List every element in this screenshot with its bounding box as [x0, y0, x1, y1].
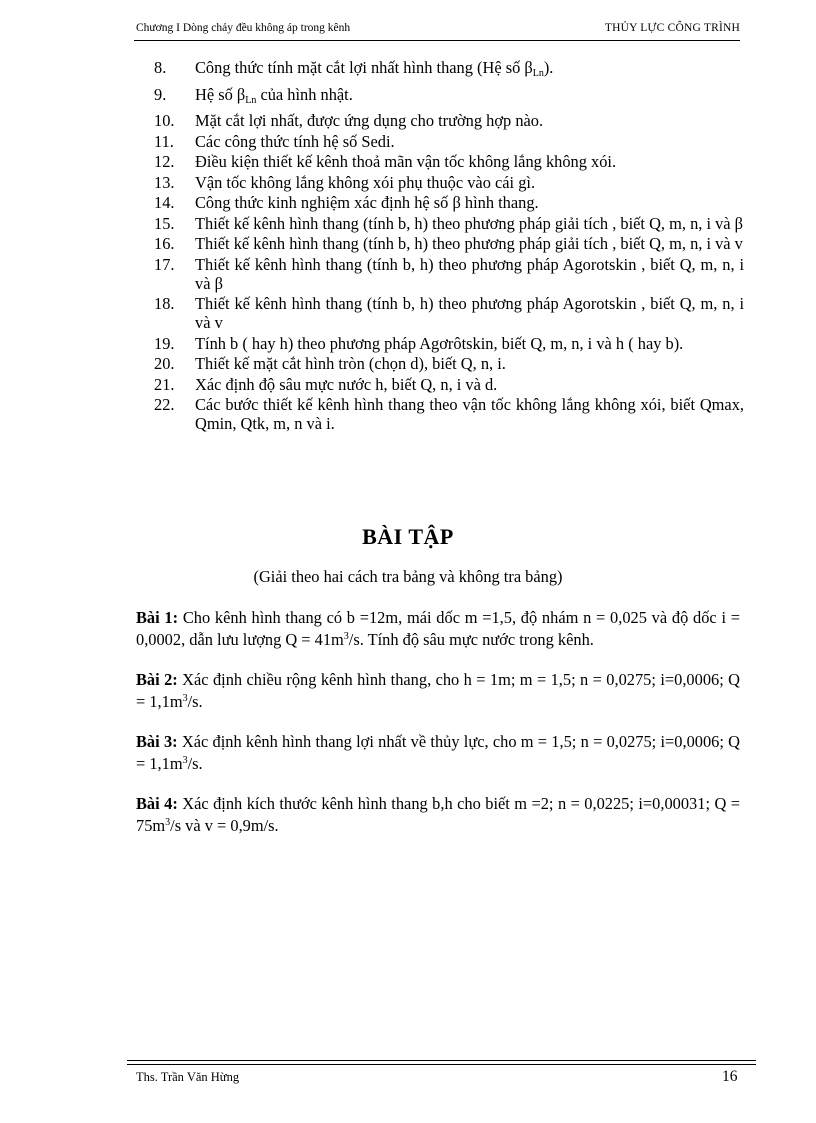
question-text: Vận tốc không lắng không xói phụ thuộc vào cái gì. [195, 172, 536, 192]
section-title: BÀI TẬP [362, 524, 454, 549]
exercise-label: Bài 3: [136, 732, 178, 751]
header-chapter-title: Chương I Dòng chảy đều không áp trong kênh [136, 22, 351, 34]
question-number: 9. [154, 84, 167, 104]
question-text: Công thức tính mặt cắt lợi nhất hình thang (Hệ số $\beta_{Ln}$). [195, 58, 554, 79]
question-text: Thiết kế mặt cắt hình tròn (chọn d), biết Q, n, i. [195, 354, 506, 373]
question-text: Công thức kinh nghiệm xác định hệ số β hình thang. [195, 193, 539, 212]
question-item [154, 111, 744, 130]
question-text: Các bước thiết kế kênh hình thang theo vận tốc không lắng không xói, biết Qmax, Qmin, Qtk, m, n và i. [195, 395, 744, 433]
exercise-label: Bài 4: [136, 794, 178, 813]
question-number: 8. [154, 58, 167, 77]
question-item [154, 58, 744, 83]
header-divider [134, 40, 740, 41]
question-number: 14. [154, 193, 175, 212]
page-header [134, 20, 740, 40]
header-book-title: THỦY LỰC CÔNG TRÌNH [604, 22, 740, 34]
question-text: Thiết kế kênh hình thang (tính b, h) theo phương pháp Agorotskin , biết Q, m, n, i và v [195, 294, 744, 332]
question-text: Mặt cắt lợi nhất, được ứng dụng cho trường hợp nào. [195, 111, 544, 130]
question-number: 21. [154, 374, 175, 394]
question-item [154, 234, 744, 253]
footer-author: Ths. Trần Văn Hừng [136, 1070, 240, 1084]
question-number: 13. [154, 172, 175, 192]
question-item [154, 152, 744, 171]
question-text: Tính b ( hay h) theo phương pháp Agơrôtskin, biết Q, m, n, i và h ( hay b). [195, 333, 684, 353]
exercise-text: Xác định chiều rộng kênh hình thang, cho h = 1m; m = 1,5; n = 0,0275; i=0,0006; Q = 1,1m [136, 670, 740, 711]
question-item [154, 375, 744, 394]
question-number: 19. [154, 333, 175, 353]
question-item [154, 132, 744, 151]
question-number: 12. [154, 152, 175, 171]
question-number: 10. [154, 111, 175, 130]
question-item [154, 173, 744, 192]
exercise-item: Bài 4: Xác định kích thước kênh hình thang b,h cho biết m =2; n = 0,0225; i=0,00031; $Q = 75m^3/s$ và v = 0,9m/s. [136, 794, 740, 835]
footer-divider [127, 1060, 756, 1061]
question-number: 22. [154, 395, 175, 414]
question-item [154, 294, 744, 332]
page-number: 16 [722, 1068, 738, 1085]
question-number: 15. [154, 213, 175, 233]
exercise-text: Xác định kích thước kênh hình thang b,h cho biết m =2; n = 0,0225; i=0,00031; Q = 75m [136, 794, 740, 835]
exercise-label: Bài 1: [136, 608, 179, 627]
exercise-item: Bài 3: Xác định kênh hình thang lợi nhất về thủy lực, cho m = 1,5; n = 0,0275; i=0,0006; $Q = 1,1m^3/s$. [136, 732, 740, 773]
question-item [154, 214, 744, 233]
exercise-text: Xác định kênh hình thang lợi nhất về thủy lực, cho m = 1,5; n = 0,0275; i=0,0006; Q = 1,1m [136, 732, 740, 773]
exercise-item: Bài 1: Cho kênh hình thang có b =12m, mái dốc m =1,5, độ nhám n = 0,025 và độ dốc i = 0,0002, dẫn lưu lượng $Q = 41m^3/s$. Tính độ sâu mực nước trong kênh. [136, 608, 740, 649]
question-number: 11. [154, 131, 174, 151]
exercise-item: Bài 2: Xác định chiều rộng kênh hình thang, cho h = 1m; m = 1,5; n = 0,0275; i=0,0006; $Q = 1,1m^3/s$. [136, 670, 740, 711]
question-list [154, 58, 744, 435]
exercise-text: Cho kênh hình thang có b =12m, mái dốc m =1,5, độ nhám n = 0,025 và độ dốc i = 0,0002, dẫn lưu lượng Q = 41m [136, 608, 740, 649]
question-text: Các công thức tính hệ số Sedi. [195, 131, 395, 151]
section-subtitle: (Giải theo hai cách tra bảng và không tra bảng) [253, 567, 563, 586]
exercise-label: Bài 2: [136, 670, 178, 689]
question-item [154, 85, 744, 110]
footer-divider-thin [127, 1064, 756, 1065]
question-text: Thiết kế kênh hình thang (tính b, h) theo phương pháp Agorotskin , biết Q, m, n, i và β [195, 254, 744, 293]
question-number: 16. [154, 234, 175, 253]
question-number: 18. [154, 294, 175, 313]
question-item [154, 334, 744, 353]
question-text: Thiết kế kênh hình thang (tính b, h) theo phương pháp giải tích , biết Q, m, n, i và v [195, 234, 743, 253]
question-text: Điều kiện thiết kế kênh thoả mãn vận tốc không lắng không xói. [195, 152, 617, 171]
question-text: Thiết kế kênh hình thang (tính b, h) theo phương pháp giải tích , biết Q, m, n, i và β [195, 213, 744, 233]
question-item [154, 395, 744, 433]
question-number: 17. [154, 254, 175, 274]
question-text: Hệ số $\beta_{Ln}$ của hình nhật. [195, 84, 353, 106]
question-number: 20. [154, 354, 175, 373]
question-item [154, 193, 744, 212]
question-item [154, 354, 744, 373]
question-text: Xác định độ sâu mực nước h, biết Q, n, i và d. [195, 374, 498, 394]
question-item [154, 255, 744, 293]
